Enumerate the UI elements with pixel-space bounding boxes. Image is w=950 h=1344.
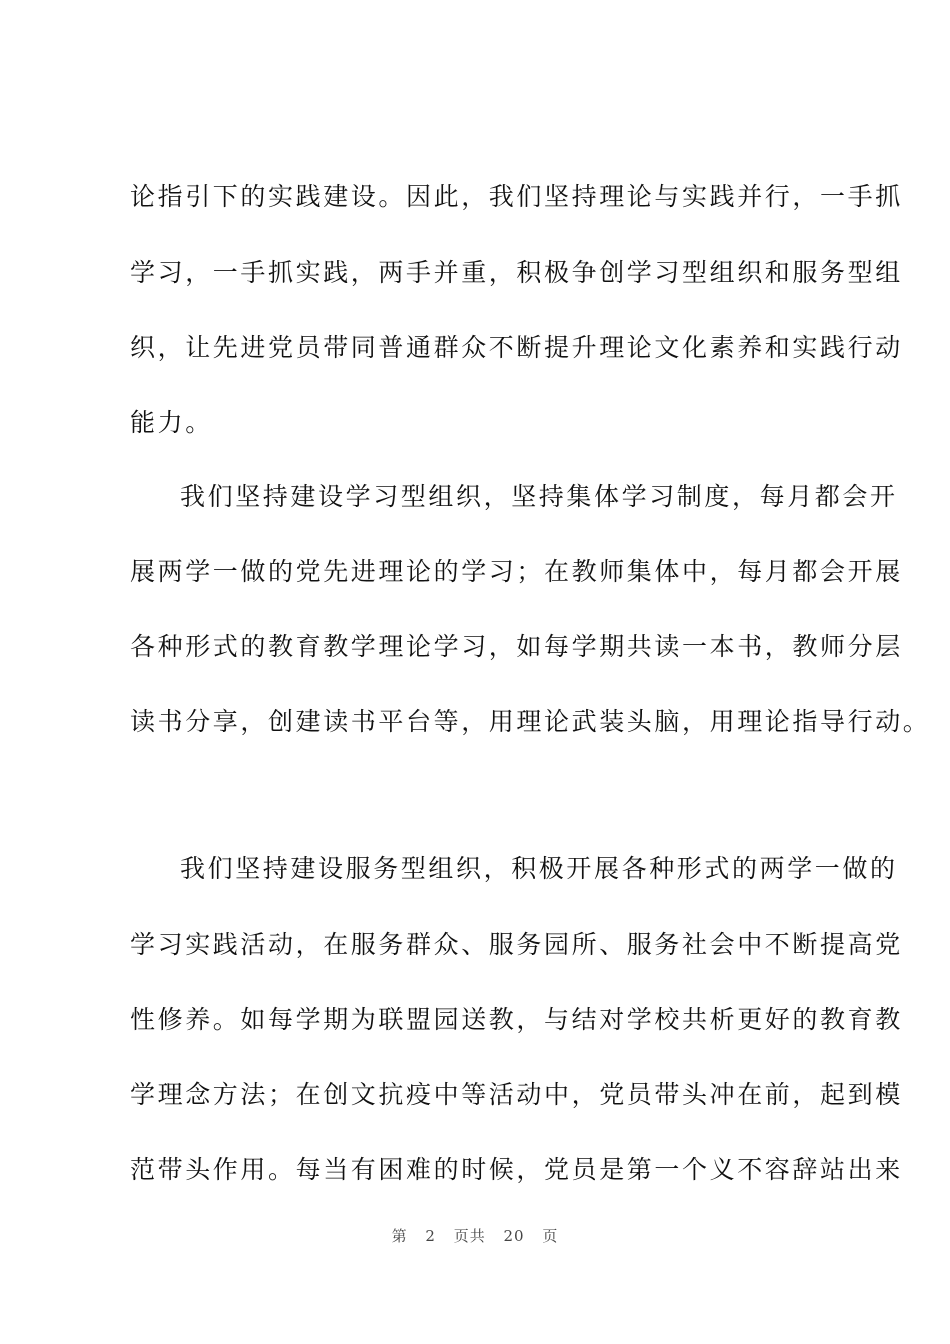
footer-middle: 页共 (453, 1227, 486, 1245)
body-line: 学习，一手抓实践，两手并重，积极争创学习型组织和服务型组 (130, 258, 903, 287)
footer-total-pages: 20 (503, 1227, 525, 1245)
page-footer (0, 1226, 950, 1246)
footer-prefix: 第 (391, 1227, 408, 1245)
body-line: 各种形式的教育教学理论学习，如每学期共读一本书，教师分层 (130, 632, 903, 661)
body-line: 能力。 (130, 408, 213, 437)
body-line: 性修养。如每学期为联盟园送教，与结对学校共析更好的教育教 (130, 1005, 903, 1034)
body-line: 读书分享，创建读书平台等，用理论武装头脑，用理论指导行动。 (130, 707, 931, 736)
body-line: 学习实践活动，在服务群众、服务园所、服务社会中不断提高党 (130, 930, 903, 959)
footer-current-page: 2 (425, 1227, 436, 1245)
body-line: 展两学一做的党先进理论的学习；在教师集体中，每月都会开展 (130, 557, 903, 586)
footer-suffix: 页 (542, 1227, 559, 1245)
body-line: 论指引下的实践建设。因此，我们坚持理论与实践并行，一手抓 (130, 182, 903, 211)
body-line: 范带头作用。每当有困难的时候，党员是第一个义不容辞站出来 (130, 1155, 903, 1184)
body-line: 学理念方法；在创文抗疫中等活动中，党员带头冲在前，起到模 (130, 1080, 903, 1109)
body-line: 织，让先进党员带同普通群众不断提升理论文化素养和实践行动 (130, 333, 903, 362)
paragraph-first-line: 我们坚持建设服务型组织，积极开展各种形式的两学一做的 (180, 854, 898, 883)
paragraph-first-line: 我们坚持建设学习型组织，坚持集体学习制度，每月都会开 (180, 482, 898, 511)
